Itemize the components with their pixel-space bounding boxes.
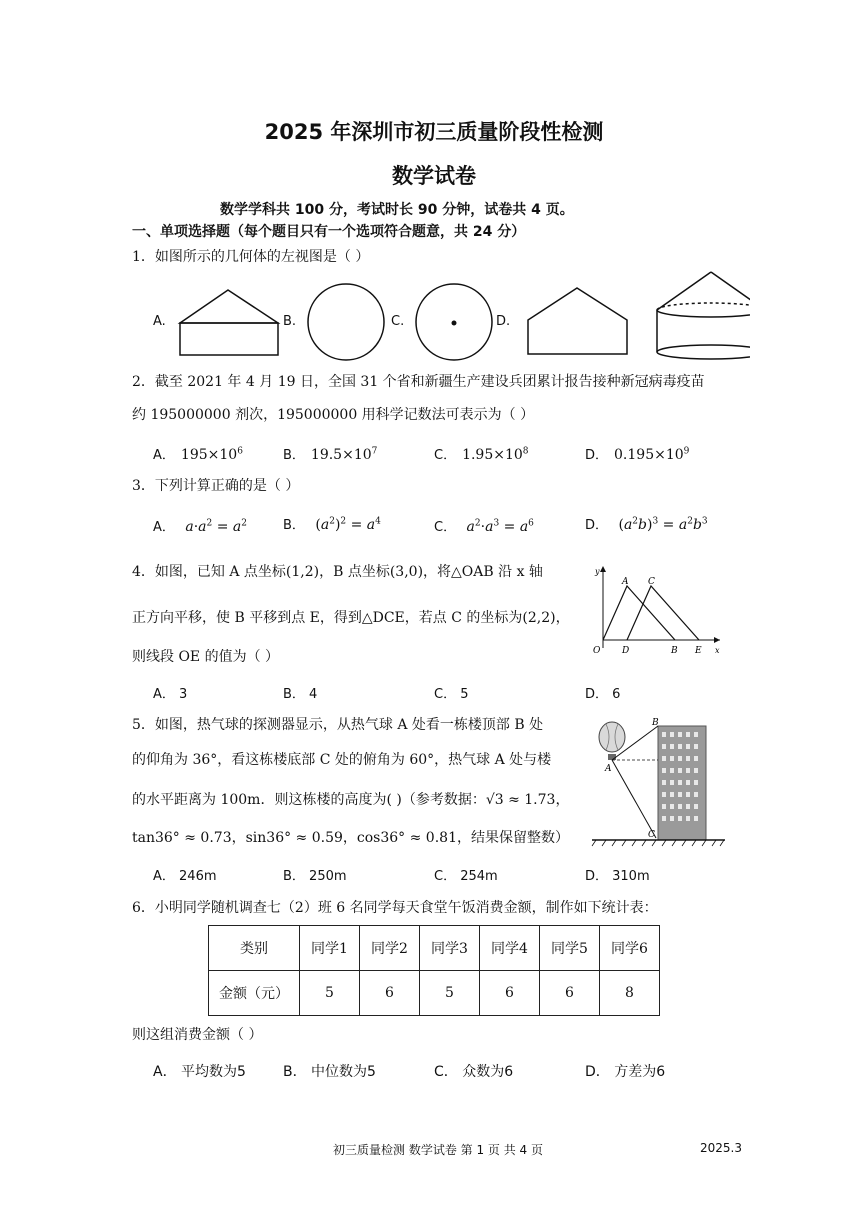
q3-option-b: B． $(a^2)^2 = a^4$ [283,516,381,533]
q1-option-b-label: B. [283,314,297,329]
q1-solid-figure [657,272,750,359]
page-subtitle: 数学试卷 [392,164,476,188]
q5-label-c: C [648,830,655,840]
q3-option-a: A． $a\cdot a^2 = a^2$ [153,518,247,535]
table-cell: 同学5 [540,926,600,971]
q4-label-b: B [671,646,678,656]
q4-label-y: y [595,567,600,576]
q6-option-c: C． 众数为6 [434,1064,514,1080]
page-footer: 初三质量检测 数学试卷 第 1 页 共 4 页 [333,1143,543,1157]
q6-option-d: D． 方差为6 [585,1064,666,1080]
table-cell: 5 [300,971,360,1016]
footer-date: 2025.3 [700,1141,742,1155]
q1-option-c-label: C. [391,314,405,329]
q6-option-a: A． 平均数为5 [153,1064,246,1080]
q4-label-o: O [593,646,601,656]
q1-option-b-figure [308,284,384,360]
table-cell: 同学1 [300,926,360,971]
question-6-text: 6．小明同学随机调查七（2）班 6 名同学每天食堂午饭消费金额，制作如下统计表： [132,900,658,916]
question-3-text: 3．下列计算正确的是（ ） [132,478,300,494]
q1-option-d-figure [528,288,627,354]
q5-label-b: B [652,718,659,728]
q6-option-b: B． 中位数为5 [283,1064,376,1080]
section-heading: 一、单项选择题（每个题目只有一个选项符合题意，共 24 分） [132,224,526,240]
q4-label-x: x [715,646,720,655]
q2-option-a: A． $195\times 10^6$ [153,446,243,463]
question-5-line-1: 5．如图，热气球的探测器显示，从热气球 A 处看一栋楼顶部 B 处 [132,717,544,733]
table-cell: 8 [600,971,660,1016]
table-cell: 类别 [209,926,300,971]
table-cell: 同学2 [360,926,420,971]
q1-option-d-label: D. [496,314,511,329]
question-6-prompt: 则这组消费金额（ ） [132,1027,263,1043]
q1-option-a-label: A. [153,314,166,329]
q6-statistics-table [208,925,660,1016]
q4-label-d: D [622,646,630,656]
page-title: 2025 年深圳市初三质量阶段性检测 [264,120,604,144]
table-cell: 6 [360,971,420,1016]
table-cell: 同学6 [600,926,660,971]
q4-option-c: C． 5 [434,687,469,702]
table-cell: 6 [480,971,540,1016]
table-cell: 5 [420,971,480,1016]
table-cell: 6 [540,971,600,1016]
table-cell: 同学3 [420,926,480,971]
question-2-line-2: 约 195000000 剂次，195000000 用科学记数法可表示为（ ） [132,407,535,423]
q2-option-b: B． $19.5\times 10^7$ [283,446,378,463]
table-row [209,971,660,1016]
q5-option-b: B． 250m [283,869,347,884]
q1-option-a-figure [180,290,278,355]
q2-option-c: C． $1.95\times 10^8$ [434,446,529,463]
table-cell: 金额（元） [209,971,300,1016]
question-4-line-3: 则线段 OE 的值为（ ） [132,649,280,665]
q4-label-c: C [648,577,655,587]
exam-notice: 数学学科共 100 分，考试时长 90 分钟，试卷共 4 页。 [220,202,574,218]
question-1-text: 1．如图所示的几何体的左视图是（ ） [132,249,370,265]
q5-label-a: A [605,764,612,774]
q4-label-e: E [695,646,702,656]
q2-option-d: D． $0.195\times 10^9$ [585,446,690,463]
question-5-line-4: tan36° ≈ 0.73，sin36° ≈ 0.59，cos36° ≈ 0.81，结果保留整数） [132,830,569,846]
q4-label-a: A [622,577,629,587]
q5-option-a: A． 246m [153,869,217,884]
q1-option-c-figure [416,284,492,360]
q4-option-a: A． 3 [153,687,188,702]
question-4-line-2: 正方向平移，使 B 平移到点 E，得到△DCE，若点 C 的坐标为(2,2)， [132,610,570,626]
q4-option-b: B． 4 [283,687,318,702]
question-4-line-1: 4．如图，已知 A 点坐标(1,2)，B 点坐标(3,0)，将△OAB 沿 x 轴 [132,564,543,580]
q4-coordinate-figure [585,560,725,660]
q5-balloon-figure [590,712,730,852]
question-2-line-1: 2．截至 2021 年 4 月 19 日，全国 31 个省和新疆生产建设兵团累计报告接种新冠病毒疫苗 [132,374,705,390]
table-cell: 同学4 [480,926,540,971]
q4-option-d: D． 6 [585,687,621,702]
q5-option-d: D． 310m [585,869,650,884]
question-5-line-2: 的仰角为 36°，看这栋楼底部 C 处的俯角为 60°，热气球 A 处与楼 [132,752,552,768]
question-5-line-3: 的水平距离为 100m．则这栋楼的高度为( )（参考数据：√3 ≈ 1.73， [132,792,570,808]
q1-figures [150,270,750,370]
q3-option-c: C． $a^2\cdot a^3 = a^6$ [434,518,534,535]
q3-option-d: D． $(a^2b)^3 = a^2b^3$ [585,516,708,533]
table-header-row [209,926,660,971]
q5-option-c: C． 254m [434,869,498,884]
